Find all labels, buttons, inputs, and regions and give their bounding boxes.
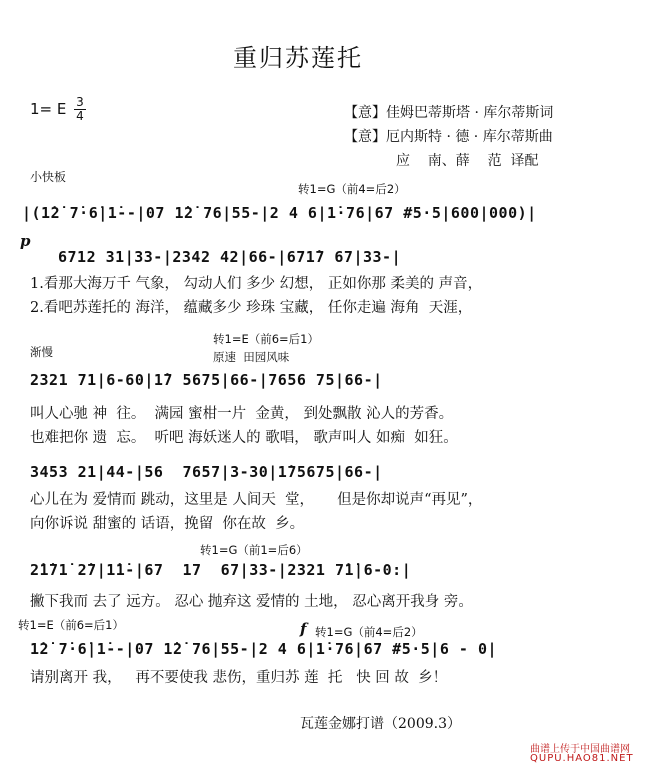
modulation-5: 转1=G（前4=后2） bbox=[315, 625, 423, 639]
dynamic-p: p bbox=[20, 232, 31, 250]
notes-system-4: 3453 21|44-|56 7657|3-30|1̇75675|66-| bbox=[30, 463, 383, 481]
time-top: 3 bbox=[76, 95, 84, 109]
ritardando-marking: 渐慢 bbox=[30, 345, 53, 359]
song-title: 重归苏莲托 bbox=[233, 44, 363, 72]
credit-translators: 应 南、薛 范 译配 bbox=[396, 153, 539, 169]
key-signature: 1= E bbox=[30, 100, 67, 118]
lyrics-verse-1: 心儿在为 爱情而 跳动，这里是 人间天 堂， 但是你却说声“再见”， bbox=[30, 492, 483, 508]
time-bottom: 4 bbox=[76, 109, 84, 123]
lyrics-verse-1: 1.看那大海万千 气象， 勾动人们 多少 幻想， 正如你那 柔美的 声音， bbox=[30, 276, 483, 292]
modulation-4: 转1=E（前6=后1） bbox=[18, 618, 124, 632]
modulation-1: 转1=G（前4=后2） bbox=[298, 182, 406, 196]
modulation-2: 转1=E（前6=后1） bbox=[213, 332, 319, 346]
notes-system-1: |(1̇2̇ 7̇·6̇|1̇--|07 1̇2̇ 76|55-|2 4 6|1̇·76|67 #5·5|600|000)| bbox=[22, 204, 537, 222]
tempo-marking: 小快板 bbox=[30, 170, 67, 184]
watermark-line-1: 曲谱上传于中国曲谱网 bbox=[530, 744, 630, 755]
lyrics-system-5: 撇下我而 去了 远方。 忍心 抛弃这 爱情的 土地， 忍心离开我身 旁。 bbox=[30, 594, 473, 610]
watermark-line-2: QUPU.HAO81.NET bbox=[530, 753, 634, 764]
lyrics-verse-2: 向你诉说 甜蜜的 话语，挽留 你在故 乡。 bbox=[30, 516, 305, 532]
lyrics-verse-1: 叫人心驰 神 往。 满园 蜜柑一片 金黄， 到处飘散 沁人的芳香。 bbox=[30, 406, 454, 422]
dynamic-f: f bbox=[300, 620, 307, 638]
notes-system-5: 2̇1̇71̇ 2̇7|1̇1̇-|67 17 67|33-|2321 7̇1̇|6-0:| bbox=[30, 561, 412, 579]
footer-transcriber: 瓦莲金娜打谱（2009.3） bbox=[300, 716, 461, 732]
tempo-primo-marking: 原速 田园风味 bbox=[213, 350, 290, 364]
notes-system-6: 1̇2̇ 7̇·6̇|1̇--|07 1̇2̇ 76|55-|2 4 6|1̇·76|67 #5·5|6 - 0| bbox=[30, 640, 498, 658]
credit-composer: 【意】厄内斯特 · 德 · 库尔蒂斯曲 bbox=[344, 129, 553, 145]
time-signature bbox=[74, 97, 86, 122]
credit-lyricist: 【意】佳姆巴蒂斯塔 · 库尔蒂斯词 bbox=[344, 105, 554, 121]
notes-system-3: 2321 71|6-60|1̇7 5675|66-|7656 75|66-| bbox=[30, 371, 383, 389]
lyrics-system-6: 请别离开 我， 再不要使我 悲伤，重归苏 莲 托 快 回 故 乡！ bbox=[30, 670, 448, 686]
lyrics-verse-2: 也难把你 遗 忘。 听吧 海妖迷人的 歌唱， 歌声叫人 如痴 如狂。 bbox=[30, 430, 458, 446]
notes-system-2: 6712 31|33-|2342 42|66-|671̇7 67|33-| bbox=[58, 248, 402, 266]
modulation-3: 转1=G（前1=后6） bbox=[200, 543, 308, 557]
lyrics-verse-2: 2.看吧苏莲托的 海洋， 蕴藏多少 珍珠 宝藏， 任你走遍 海角 天涯， bbox=[30, 300, 473, 316]
